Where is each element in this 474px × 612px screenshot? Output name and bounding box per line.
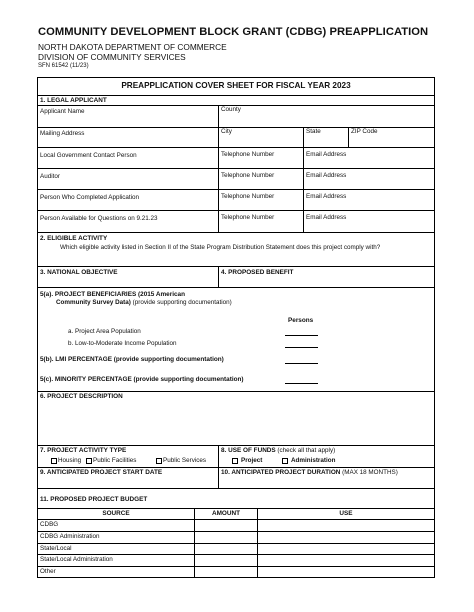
public-facilities-checkbox[interactable]: [86, 458, 92, 464]
applicant-name-field[interactable]: [38, 105, 218, 127]
section9-heading: 9. ANTICIPATED PROJECT START DATE: [40, 469, 163, 476]
minority-percentage-input[interactable]: [285, 383, 318, 384]
housing-label: Housing: [58, 457, 82, 464]
completed-by-email-field[interactable]: [304, 189, 434, 210]
source-column-header: SOURCE: [102, 510, 130, 517]
administration-checkbox[interactable]: [282, 458, 288, 464]
table-row[interactable]: [38, 554, 194, 566]
contact-email-field[interactable]: [304, 147, 434, 168]
project-area-population-input[interactable]: [285, 335, 318, 336]
phone-label: Telephone Number: [221, 151, 275, 158]
state-field[interactable]: [304, 127, 348, 147]
lmi-population-input[interactable]: [285, 347, 318, 348]
form-number: SFN 61542 (11/23): [38, 63, 89, 69]
acs-data-note: (provide supporting documentation): [130, 299, 232, 306]
project-description-field[interactable]: [38, 391, 434, 445]
table-row[interactable]: [38, 531, 194, 543]
project-start-date-field[interactable]: [38, 467, 218, 488]
state-label: State: [306, 128, 321, 135]
section5a-heading: 5(a). PROJECT BENEFICIARIES (2015 American: [40, 291, 186, 298]
phone-label: Telephone Number: [221, 193, 275, 200]
applicant-name-label: Applicant Name: [40, 108, 85, 115]
questions-contact-label: Person Available for Questions on 9.21.23: [40, 215, 158, 222]
acs-data-label: Community Survey Data): [56, 299, 131, 306]
agency-name: NORTH DAKOTA DEPARTMENT OF COMMERCE: [38, 42, 227, 52]
budget-source-state-local: State/Local: [40, 545, 72, 552]
auditor-phone-field[interactable]: [219, 168, 303, 189]
contact-person-field[interactable]: [38, 147, 218, 168]
county-label: County: [221, 106, 241, 113]
section3-heading: 3. NATIONAL OBJECTIVE: [40, 269, 118, 276]
email-label: Email Address: [306, 172, 347, 179]
public-services-checkbox[interactable]: [156, 458, 162, 464]
city-field[interactable]: [219, 127, 303, 147]
table-row[interactable]: [38, 566, 194, 577]
public-facilities-label: Public Facilities: [93, 457, 137, 464]
section10-heading: [221, 469, 398, 476]
mailing-address-label: Mailing Address: [40, 130, 85, 137]
section11-heading: 11. PROPOSED PROJECT BUDGET: [40, 496, 148, 503]
duration-label: 10. ANTICIPATED PROJECT DURATION: [221, 469, 341, 476]
completed-by-label: Person Who Completed Application: [40, 194, 140, 201]
use-of-funds-note: (check all that apply): [275, 447, 336, 454]
section2-heading: 2. ELIGIBLE ACTIVITY: [40, 235, 108, 242]
section5a-subheading: [56, 299, 232, 306]
lmi-percentage-input[interactable]: [285, 363, 318, 364]
eligible-activity-question: Which eligible activity listed in Section II of the State Program Distribution Statement does this project comply with?: [60, 244, 381, 251]
amount-column-header: AMOUNT: [211, 510, 241, 517]
questions-phone-field[interactable]: [219, 210, 303, 232]
division-name: DIVISION OF COMMUNITY SERVICES: [38, 52, 186, 62]
section6-heading: 6. PROJECT DESCRIPTION: [40, 393, 123, 400]
auditor-email-field[interactable]: [304, 168, 434, 189]
city-label: City: [221, 128, 232, 135]
form-title: COMMUNITY DEVELOPMENT BLOCK GRANT (CDBG) PREAPPLICATION: [38, 26, 429, 38]
questions-contact-field[interactable]: [38, 210, 218, 232]
phone-label: Telephone Number: [221, 214, 275, 221]
table-row[interactable]: [38, 519, 194, 531]
project-checkbox[interactable]: [232, 458, 238, 464]
contact-phone-field[interactable]: [219, 147, 303, 168]
budget-source-cdbg-admin: CDBG Administration: [40, 533, 100, 540]
lmi-population-label: b. Low-to-Moderate Income Population: [68, 340, 177, 347]
project-label: Project: [241, 457, 263, 464]
project-area-population-label: a. Project Area Population: [68, 328, 141, 335]
table-row[interactable]: [38, 543, 194, 554]
auditor-label: Auditor: [40, 173, 60, 180]
budget-source-cdbg: CDBG: [40, 521, 59, 528]
section5c-heading: 5(c). MINORITY PERCENTAGE (provide supporting documentation): [40, 376, 244, 383]
section7-heading: 7. PROJECT ACTIVITY TYPE: [40, 447, 127, 454]
housing-checkbox[interactable]: [51, 458, 57, 464]
completed-by-phone-field[interactable]: [219, 189, 303, 210]
email-label: Email Address: [306, 214, 347, 221]
zip-field[interactable]: [349, 127, 434, 147]
use-column-header: USE: [339, 510, 353, 517]
persons-label: Persons: [288, 317, 314, 324]
cover-sheet-title: PREAPPLICATION COVER SHEET FOR FISCAL YEAR 2023: [121, 81, 351, 90]
section4-heading: 4. PROPOSED BENEFIT: [221, 269, 294, 276]
budget-source-other: Other: [40, 568, 56, 575]
phone-label: Telephone Number: [221, 172, 275, 179]
public-services-label: Public Services: [163, 457, 207, 464]
project-duration-field[interactable]: [219, 467, 434, 488]
questions-email-field[interactable]: [304, 210, 434, 232]
mailing-address-field[interactable]: [38, 127, 218, 147]
duration-note: (MAX 18 MONTHS): [340, 469, 398, 476]
email-label: Email Address: [306, 193, 347, 200]
county-field[interactable]: [219, 105, 434, 127]
national-objective-field[interactable]: [38, 266, 218, 287]
zip-label: ZIP Code: [351, 128, 378, 135]
section1-heading: 1. LEGAL APPLICANT: [40, 97, 107, 104]
completed-by-field[interactable]: [38, 189, 218, 210]
eligible-activity-field[interactable]: [38, 232, 434, 266]
budget-source-state-local-admin: State/Local Administration: [40, 556, 113, 563]
email-label: Email Address: [306, 151, 347, 158]
auditor-field[interactable]: [38, 168, 218, 189]
section8-heading: [221, 447, 335, 454]
contact-person-label: Local Government Contact Person: [40, 152, 137, 159]
use-of-funds-label: 8. USE OF FUNDS: [221, 447, 276, 454]
administration-label: Administration: [291, 457, 336, 464]
proposed-benefit-field[interactable]: [219, 266, 434, 287]
cover-sheet-form: [37, 77, 435, 578]
section5b-heading: 5(b). LMI PERCENTAGE (provide supporting documentation): [40, 356, 224, 363]
